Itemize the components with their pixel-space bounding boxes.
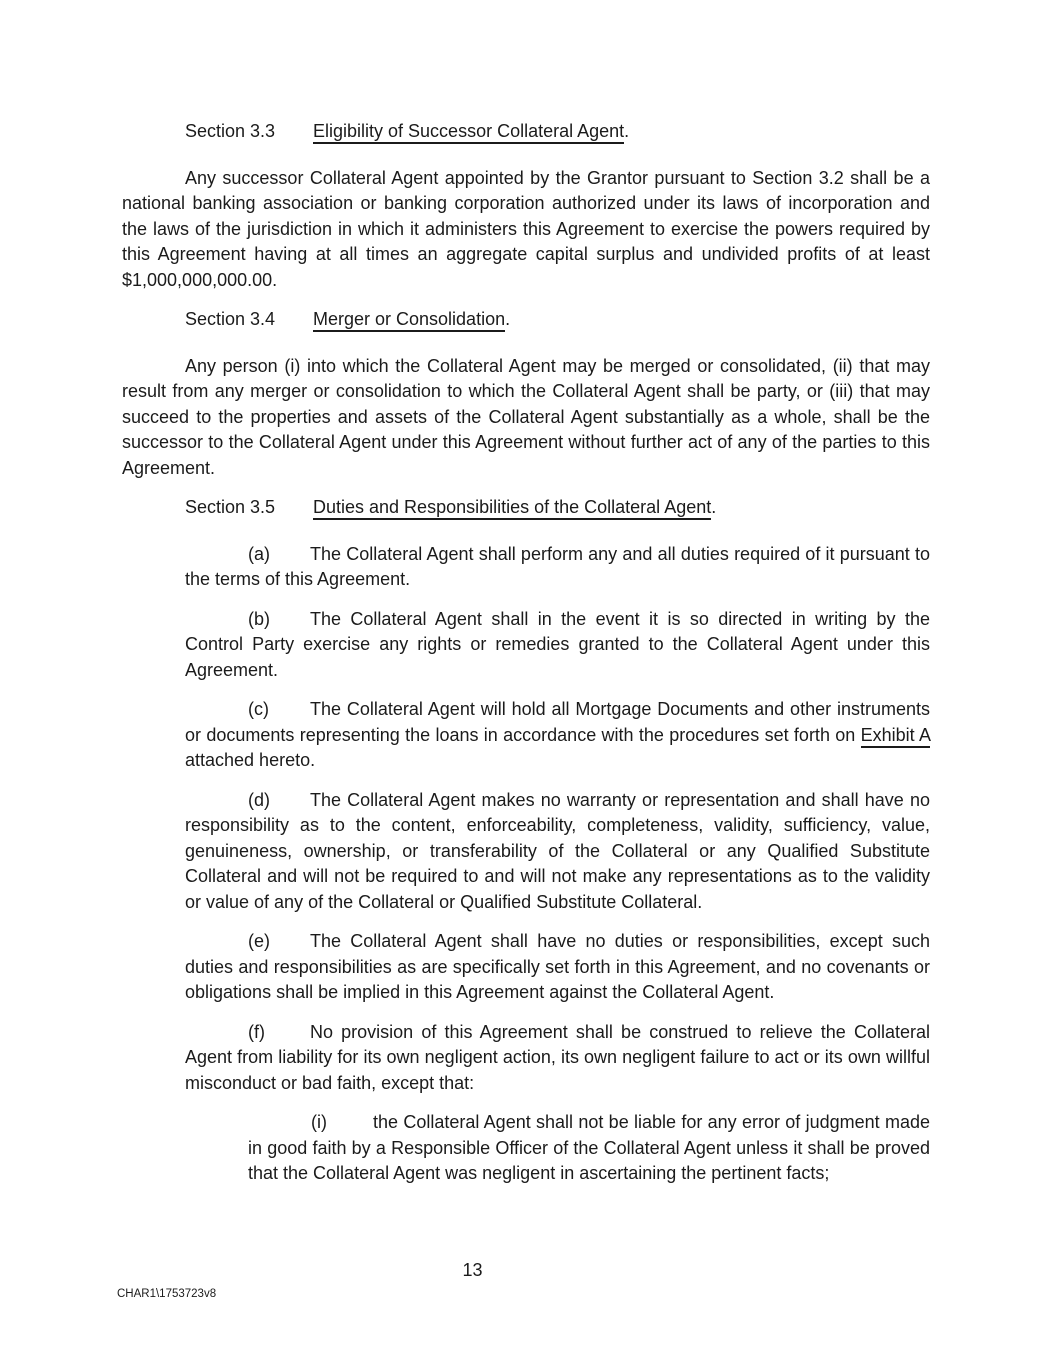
list-item-c — [185, 697, 930, 774]
document-content — [122, 119, 930, 1201]
item-b-text: The Collateral Agent shall in the event it is so directed in writing by the Control Party exercise any rights or remedies granted to the Collateral Agent under this Agreement. — [185, 608, 930, 680]
list-item-b — [185, 607, 930, 684]
section-3-4-paragraph: Any person (i) into which the Collateral Agent may be merged or consolidated, (ii) that may result from any merger or consolidation to which the Collateral Agent shall be party, or (iii) that may succeed to the properties and assets of the Collateral Agent substantially as a whole, shall be the successor to the Collateral Agent under this Agreement without further act of any of the parties to this Agreement. — [122, 355, 930, 478]
section-3-5-title: Duties and Responsibilities of the Collateral Agent — [313, 497, 711, 520]
section-3-3-title: Eligibility of Successor Collateral Agent — [313, 121, 624, 144]
document-control-number: CHAR1\1753723v8 — [117, 1288, 217, 1300]
section-3-3-title-period: . — [624, 121, 630, 141]
item-i-text: the Collateral Agent shall not be liable for any error of judgment made in good faith by a Responsible Officer of the Collateral Agent unless it shall be proved that the Collateral Agent was negligent in ascertaining the pertinent facts; — [248, 1112, 930, 1183]
item-e-text: The Collateral Agent shall have no duties or responsibilities, except such duties and responsibilities as are specifically set forth in this Agreement, and no covenants or obligations shall be implied in this Agreement against the Collateral Agent. — [185, 931, 930, 1002]
item-a-marker: (a) — [248, 543, 270, 564]
list-item-a — [185, 542, 930, 593]
item-c-marker: (c) — [248, 699, 269, 719]
section-3-3-heading — [122, 119, 930, 145]
list-item-f — [185, 1020, 930, 1097]
section-3-3-paragraph: Any successor Collateral Agent appointed by the Grantor pursuant to Section 3.2 shall be a national banking association or banking corporation authorized under its laws of incorporation and the laws of the jurisdiction in which it administers this Agreement to exercise the powers required by this Agreement having at all times an aggregate capital surplus and undivided profits of at least $1,000,000,000.00. — [122, 167, 930, 290]
section-3-5-label: Section 3.5 — [185, 497, 276, 517]
item-b-marker: (b) — [248, 608, 270, 629]
item-d-text: The Collateral Agent makes no warranty or representation and shall have no responsibility as to the content, enforceability, completeness, validity, sufficiency, value, genuineness, ownership, or transferability of the Collateral or any Qualified Substitute Collateral and will not be required to and will not make any representations as to the validity or value of any of the Collateral or Qualified Substitute Collateral. — [185, 789, 930, 912]
list-item-d — [185, 788, 930, 916]
item-c-text-after: attached hereto. — [185, 750, 316, 770]
item-d-marker: (d) — [248, 789, 270, 810]
item-a-text: The Collateral Agent shall perform any and all duties required of it pursuant to the terms of this Agreement. — [185, 543, 930, 589]
list-item-e — [185, 929, 930, 1006]
item-f-text: No provision of this Agreement shall be construed to relieve the Collateral Agent from liability for its own negligent action, its own negligent failure to act or its own willful misconduct or bad faith, except that: — [185, 1021, 930, 1093]
section-3-4-heading — [122, 307, 930, 333]
exhibit-a-reference: Exhibit A — [861, 725, 930, 748]
section-3-5-title-period: . — [711, 497, 717, 517]
section-3-5-heading — [122, 495, 930, 521]
section-3-4-label: Section 3.4 — [185, 309, 276, 329]
section-3-4-title-period: . — [505, 309, 511, 329]
page-number: 13 — [462, 1260, 483, 1280]
item-i-marker: (i) — [311, 1112, 327, 1132]
item-e-marker: (e) — [248, 931, 270, 951]
section-3-3-label: Section 3.3 — [185, 121, 276, 141]
list-item-i — [248, 1110, 930, 1187]
item-c-text-before: The Collateral Agent will hold all Mortgage Documents and other instruments or documents representing the loans in accordance with the procedures set forth on — [185, 699, 930, 745]
item-f-marker: (f) — [248, 1021, 265, 1042]
section-3-4-title: Merger or Consolidation — [313, 309, 505, 332]
